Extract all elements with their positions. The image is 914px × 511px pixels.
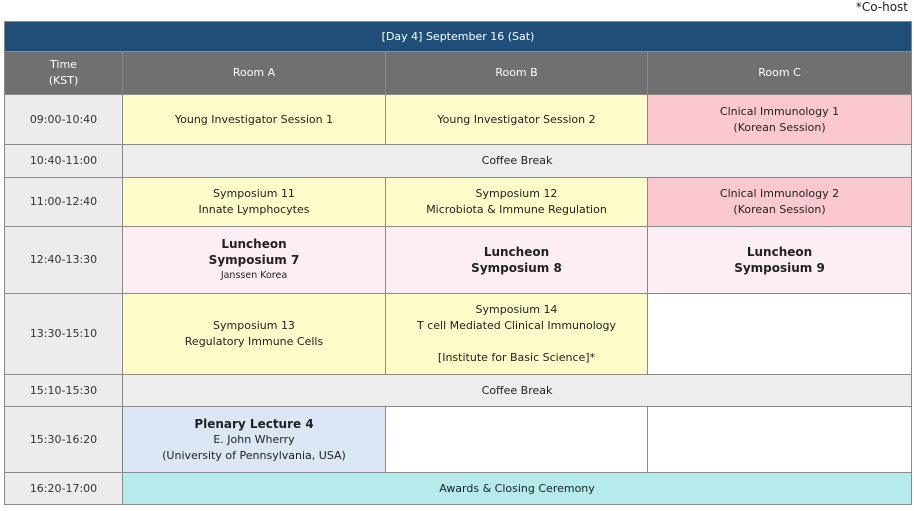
table-row (5, 407, 912, 473)
spacer (390, 334, 643, 350)
session-cell (123, 178, 386, 227)
time-cell: 15:10-15:30 (5, 375, 123, 407)
table-row (5, 178, 912, 227)
session-subtitle: Symposium 7 (208, 253, 300, 267)
session-title: Symposium 11 (213, 187, 295, 200)
break-cell: Coffee Break (123, 375, 912, 407)
session-subtitle: Symposium 9 (734, 261, 825, 275)
session-title: Clnical Immunology 2 (719, 187, 840, 200)
session-subtitle: Innate Lymphocytes (198, 203, 310, 216)
session-subtitle: (Korean Session) (733, 203, 826, 216)
empty-cell (648, 294, 912, 375)
session-cell: Young Investigator Session 2 (386, 95, 648, 145)
table-row (5, 473, 912, 505)
session-title: Plenary Lecture 4 (194, 416, 314, 431)
time-cell: 13:30-15:10 (5, 294, 123, 375)
cohost-label: [Institute for Basic Science]* (437, 351, 596, 364)
session-title: Symposium 13 (213, 319, 295, 332)
session-subtitle: Microbiota & Immune Regulation (426, 203, 607, 216)
speaker-affiliation: (University of Pennsylvania, USA) (162, 448, 346, 462)
session-cell (648, 227, 912, 294)
time-cell: 12:40-13:30 (5, 227, 123, 294)
table-row (5, 375, 912, 407)
session-title: Symposium 14 (475, 303, 558, 316)
time-header-label: Time (50, 58, 77, 71)
session-title: Symposium 12 (475, 187, 558, 200)
empty-cell (648, 407, 912, 473)
room-c-header: Room C (648, 52, 912, 95)
session-cell (648, 178, 912, 227)
session-title: Luncheon (746, 245, 813, 259)
cohost-note: *Co-host (855, 0, 908, 14)
time-cell: 16:20-17:00 (5, 473, 123, 505)
time-cell: 11:00-12:40 (5, 178, 123, 227)
session-cell (123, 227, 386, 294)
session-cell (386, 178, 648, 227)
session-cell (648, 95, 912, 145)
session-title: Clnical Immunology 1 (719, 104, 840, 118)
session-cell (386, 294, 648, 375)
room-a-header: Room A (123, 52, 386, 95)
session-cell: Young Investigator Session 1 (123, 95, 386, 145)
session-title: Luncheon (221, 237, 287, 251)
time-header-unit: (KST) (48, 74, 79, 87)
session-subtitle: T cell Mediated Clinical Immunology (416, 319, 617, 332)
table-row (5, 294, 912, 375)
session-cell (123, 294, 386, 375)
ceremony-cell: Awards & Closing Ceremony (123, 473, 912, 505)
session-subtitle: Regulatory Immune Cells (184, 335, 324, 348)
day-header: [Day 4] September 16 (Sat) (5, 22, 912, 52)
room-b-header: Room B (386, 52, 648, 95)
schedule-table (4, 21, 912, 505)
session-cell (386, 227, 648, 294)
table-row (5, 145, 912, 178)
time-cell: 15:30-16:20 (5, 407, 123, 473)
table-row (5, 95, 912, 145)
break-cell: Coffee Break (123, 145, 912, 178)
session-subtitle: (Korean Session) (733, 120, 826, 134)
empty-cell (386, 407, 648, 473)
session-title: Luncheon (483, 245, 550, 259)
time-cell: 10:40-11:00 (5, 145, 123, 178)
time-column-header (5, 52, 123, 95)
table-row (5, 227, 912, 294)
session-subtitle: Symposium 8 (471, 261, 562, 275)
time-cell: 09:00-10:40 (5, 95, 123, 145)
session-cell (123, 407, 386, 473)
speaker-name: E. John Wherry (213, 432, 295, 446)
sponsor-label: Janssen Korea (220, 270, 288, 281)
